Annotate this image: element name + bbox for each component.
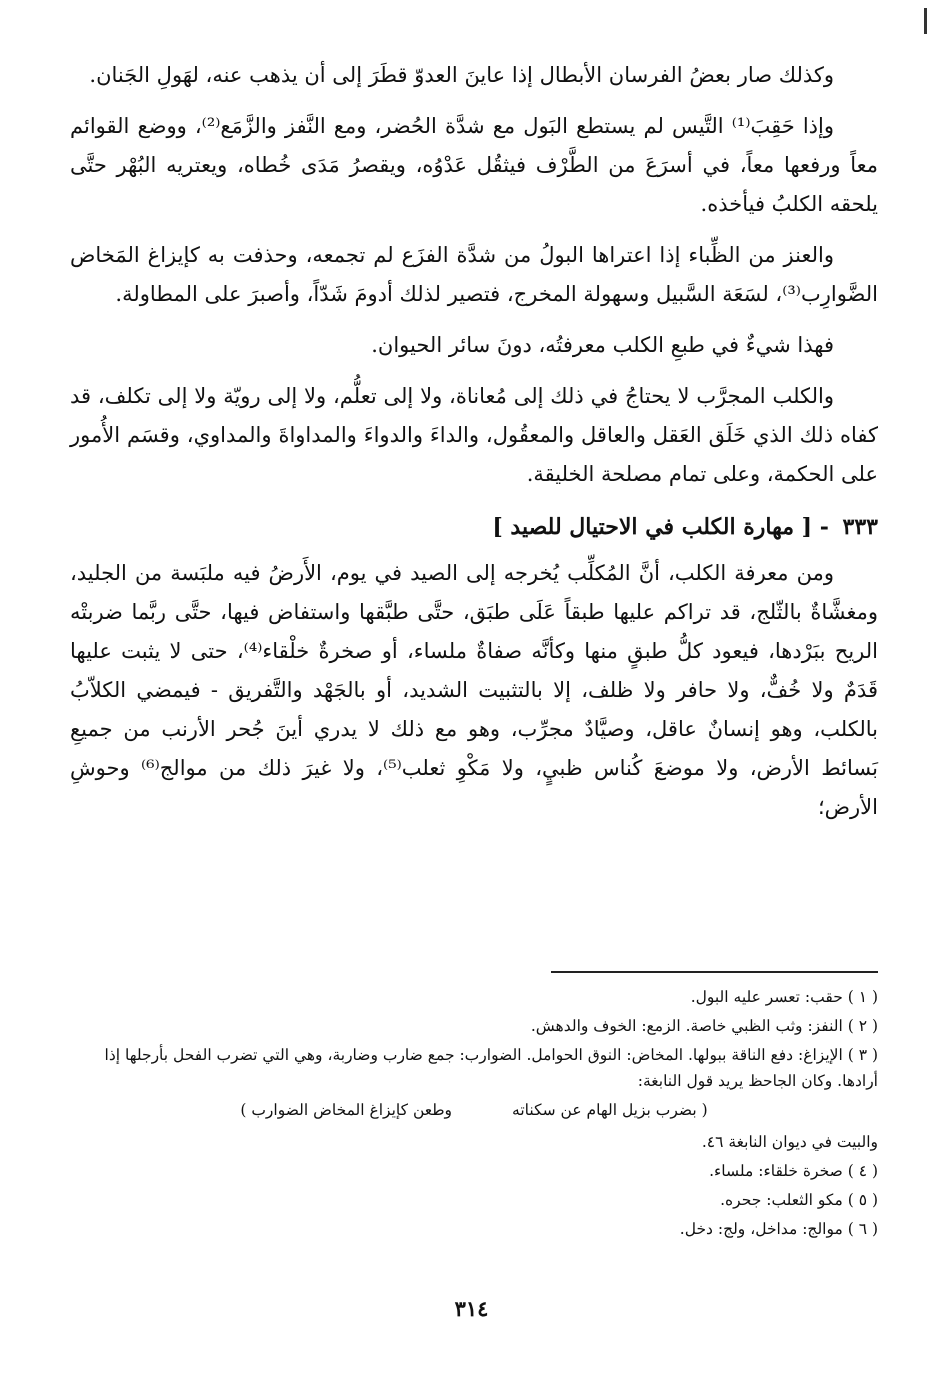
page-number: ٣١٤ <box>454 1296 489 1321</box>
footnote: ( ٤ ) صخرة خلقاء: ملساء. <box>709 1162 878 1180</box>
footnote-continuation: والبيت في ديوان النابغة ٤٦. <box>701 1133 878 1151</box>
footnotes <box>70 984 878 1245</box>
footnote: ( ٣ ) الإيزاغ: دفع الناقة ببولها. المخاض: النوق الحوامل. الضوارب: جمع ضارب وضاربة، وهي التي تضرب الفحل بأرجلها إذا أرادها. وكان الجاحظ يريد قول النابغة: <box>104 1046 878 1090</box>
footnote: ( ٥ ) مكو الثعلب: جحره. <box>720 1191 878 1209</box>
footnote-divider <box>551 971 878 973</box>
paragraph: ومن معرفة الكلب، أنَّ المُكلِّب يُخرجه إلى الصيد في يوم، الأَرضُ فيه ملبَسة من الجليد، ومغشَّاةٌ بالثّلج، قد تراكم عليها طبقاً عَلَى طبَق، حتَّى طبَّقها واستفاض فيها، حتَّى ربَّما ضربتْه الريح ببَرْدها، فيعود كلُّ طبقٍ منها وكأنَّه صفاةٌ ملساء، أو صخرةٌ خلْقاء⁽⁴⁾، حتى لا يثبت عليها قَدَمٌ ولا خُفٌّ، ولا حافر ولا ظلف، إلا بالتثبيت الشديد، أو بالجَهْد والتَّفريق - فيمضي الكلاّبُ بالكلب، وهو إنسانٌ عاقل، وصيَّادٌ مجرِّب، وهو مع ذلك لا يدري أينَ جُحر الأرنب من جميعِ بَسائط الأرض، ولا موضعَ كُناس ظبيٍ، ولا مَكْوِ ثعلب⁽⁵⁾، ولا غيرَ ذلك من موالج⁽⁶⁾ وحوشِ الأرض؛ <box>70 561 878 819</box>
section-title: [ مهارة الكلب في الاحتيال للصيد ] <box>492 514 813 540</box>
verse-hemistich-second: وطعن كإيزاغ المخاض الضوارب ) <box>240 1101 453 1119</box>
paragraph: والعنز من الظِّباء إذا اعتراها البولُ من شدَّة الفزَع لم تجمعه، وحذفت به كإيزاغ المَخاض الضَّوارِب⁽³⁾، لسَعَة السَّبيل وسهولة المخرج، فتصير لذلك أدومَ شَدّاً، وأصبرَ على المطاولة. <box>70 243 878 306</box>
paragraph: والكلب المجرَّب لا يحتاجُ في ذلك إلى مُعاناة، ولا إلى تعلُّم، ولا إلى رويّة ولا إلى تكلف، قد كفاه ذلك الذي خَلَق العَقل والعاقل والمعقُول، والداءَ والدواءَ والمداواةَ والمداوي، وقسَم الأُمور على الحكمة، وعلى تمام مصلحة الخليقة. <box>70 384 878 486</box>
section-number: ٣٣٣ <box>842 514 878 540</box>
verse-line <box>70 1097 878 1123</box>
footnote: ( ١ ) حقب: تعسر عليه البول. <box>690 988 878 1006</box>
section-dash: - <box>819 514 829 540</box>
main-text <box>70 56 878 839</box>
page-edge-mark <box>924 8 927 34</box>
paragraph: وكذلك صار بعضُ الفرسان الأبطال إذا عاينَ العدوّ قطَرَ إلى أن يذهب عنه، لهَولِ الجَنان. <box>89 63 834 87</box>
footnote: ( ٢ ) النفز: وثب الظبي خاصة. الزمع: الخوف والدهش. <box>530 1017 878 1035</box>
footnote: ( ٦ ) موالج: مداخل، ولج: دخل. <box>679 1220 878 1238</box>
paragraph: وإذا حَقِبَ⁽¹⁾ التَّيس لم يستطع البَول مع شدَّة الحُضر، ومع النَّفز والزَّمَع⁽²⁾، ووضع القوائم معاً ورفعها معاً، في أسرَعَ من الطَّرْف فيثقُل عَدْوُه، ويقصرُ مَدَى خُطاه، ويعتريه البُهْر حتَّى يلحقه الكلبُ فيأخذه. <box>70 114 878 216</box>
paragraph: فهذا شيءٌ في طبعِ الكلب معرفتُه، دونَ سائر الحيوان. <box>371 333 834 357</box>
verse-hemistich-first: ( بضرب بزيل الهام عن سكناته <box>512 1101 708 1119</box>
section-heading <box>70 506 878 548</box>
